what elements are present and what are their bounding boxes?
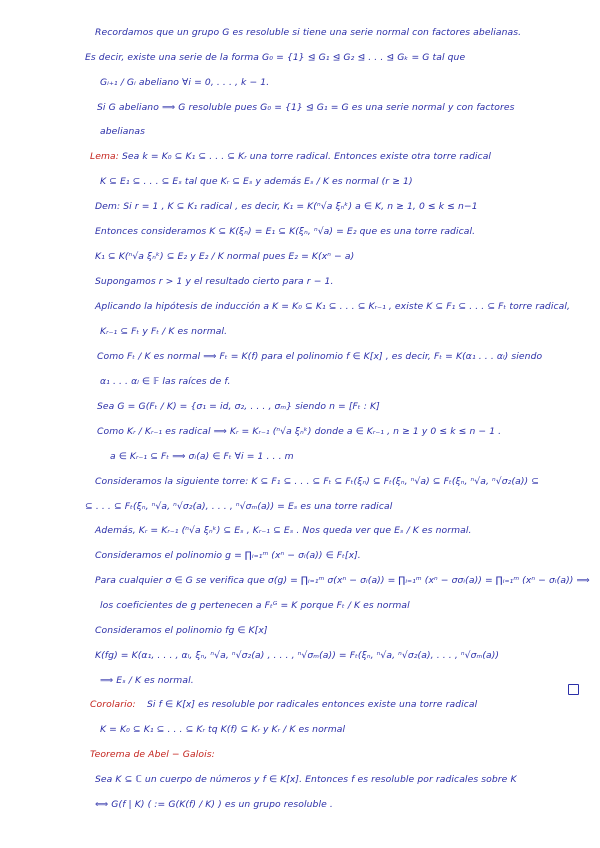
note-line-l11: Supongamos r > 1 y el resultado cierto para r − 1. <box>95 276 334 287</box>
note-line-l26: K(fg) = K(α₁, . . . , αₗ, ξₙ, ⁿ√a, ⁿ√σ₂(a) , . . . , ⁿ√σₘ(a)) = Fₜ(ξₙ, ⁿ√a, ⁿ√σ₂(a), . . . , ⁿ√σₘ(a)) <box>95 650 500 661</box>
note-line-l15: α₁ . . . αₗ ∈ 𝔽 las raíces de f. <box>100 376 231 387</box>
note-line-l25: Consideramos el polinomio fg ∈ K[x] <box>95 625 268 636</box>
note-line-l24: los coeficientes de g pertenecen a Fₜᴳ = K porque Fₜ / K es normal <box>100 600 410 611</box>
note-line-l14: Como Fₜ / K es normal ⟹ Fₜ = K(f) para el polinomio f ∈ K[x] , es decir, Fₜ = K(α₁ . . . αₗ) siendo <box>97 351 543 362</box>
note-line-l16: Sea G = G(Fₜ / K) = {σ₁ = id, σ₂, . . . , σₘ} siendo n = [Fₜ : K] <box>97 401 380 412</box>
note-line-l29: K = K₀ ⊆ K₁ ⊆ . . . ⊆ Kᵣ tq K(f) ⊆ Kᵣ y Kᵣ / K es normal <box>100 724 346 735</box>
note-line-l31: Sea K ⊆ ℂ un cuerpo de números y f ∈ K[x]. Entonces f es resoluble por radicales sobre K <box>95 774 517 785</box>
note-line-l17: Como Kᵣ / Kᵣ₋₁ es radical ⟹ Kᵣ = Kᵣ₋₁ (ⁿ√a ξₙᵏ) donde a ∈ Kᵣ₋₁ , n ≥ 1 y 0 ≤ k ≤ n − 1 . <box>97 426 502 437</box>
note-line-l21: Además, Kᵣ = Kᵣ₋₁ (ⁿ√a ξₙᵏ) ⊆ Eₛ , Kᵣ₋₁ ⊆ Eₛ . Nos queda ver que Eₛ / K es normal. <box>95 525 472 536</box>
note-line-l12: Aplicando la hipótesis de inducción a K = K₀ ⊆ K₁ ⊆ . . . ⊆ Kᵣ₋₁ , existe K ⊆ F₁ ⊆ . . . ⊆ Fₜ torre radical, <box>95 301 571 312</box>
note-line-l5: abelianas <box>100 126 145 137</box>
note-line-l27: ⟹ Eₛ / K es normal. <box>100 675 194 686</box>
note-line-l2: Es decir, existe una serie de la forma G₀ = {1} ⊴ G₁ ⊴ G₂ ⊴ . . . ⊴ Gₖ = G tal que <box>85 52 466 63</box>
note-line-l28b: Si f ∈ K[x] es resoluble por radicales entonces existe una torre radical <box>147 699 478 710</box>
note-line-l28a: Corolario: <box>90 699 136 710</box>
note-line-l20: ⊆ . . . ⊆ Fₜ(ξₙ, ⁿ√a, ⁿ√σ₂(a), . . . , ⁿ√σₘ(a)) = Eₛ es una torre radical <box>85 501 393 512</box>
note-line-l8: Dem: Si r = 1 , K ⊆ K₁ radical , es decir, K₁ = K(ⁿ√a ξₙᵏ) a ∈ K, n ≥ 1, 0 ≤ k ≤ n−1 <box>95 201 478 212</box>
note-line-l30: Teorema de Abel − Galois: <box>90 749 215 760</box>
note-line-l1: Recordamos que un grupo G es resoluble si tiene una serie normal con factores abelianas. <box>95 27 522 38</box>
note-line-l19: Consideramos la siguiente torre: K ⊆ F₁ ⊆ . . . ⊆ Fₜ ⊆ Fₜ(ξₙ) ⊆ Fₜ(ξₙ, ⁿ√a) ⊆ Fₜ(ξₙ, ⁿ√a, ⁿ√σ₂(a)) ⊆ <box>95 476 540 487</box>
note-line-l10: K₁ ⊆ K(ⁿ√a ξₙᵏ) ⊆ E₂ y E₂ / K normal pues E₂ = K(xⁿ − a) <box>95 251 355 262</box>
note-line-l9: Entonces consideramos K ⊆ K(ξₙ) = E₁ ⊆ K(ξₙ, ⁿ√a) = E₂ que es una torre radical. <box>95 226 476 237</box>
note-line-l3: Gᵢ₊₁ / Gᵢ abeliano ∀i = 0, . . . , k − 1. <box>100 77 270 88</box>
note-line-l6b: Sea k = K₀ ⊆ K₁ ⊆ . . . ⊆ Kᵣ una torre radical. Entonces existe otra torre radical <box>122 151 492 162</box>
note-line-l32: ⟺ G(f | K) ( := G(K(f) / K) ) es un grupo resoluble . <box>95 799 333 810</box>
note-line-l6a: Lema: <box>90 151 119 162</box>
note-line-l7: K ⊆ E₁ ⊆ . . . ⊆ Eₛ tal que Kᵣ ⊆ Eₛ y además Eₛ / K es normal (r ≥ 1) <box>100 176 413 187</box>
note-line-l23: Para cualquier σ ∈ G se verifica que σ(g) = ∏ᵢ₌₁ᵐ σ(xⁿ − σᵢ(a)) = ∏ᵢ₌₁ᵐ (xⁿ − σσᵢ(a)) = ∏ᵢ₌₁ᵐ (xⁿ − σᵢ(a)) ⟹ <box>95 575 590 586</box>
note-line-l18: a ∈ Kᵣ₋₁ ⊆ Fₜ ⟹ σᵢ(a) ∈ Fₜ ∀i = 1 . . . m <box>110 451 294 462</box>
note-line-l13: Kᵣ₋₁ ⊆ Fₜ y Fₜ / K es normal. <box>100 326 228 337</box>
note-line-l4: Si G abeliano ⟹ G resoluble pues G₀ = {1} ⊴ G₁ = G es una serie normal y con factores <box>97 102 515 113</box>
note-line-l22: Consideramos el polinomio g = ∏ᵢ₌₁ᵐ (xⁿ − σᵢ(a)) ∈ Fₜ[x]. <box>95 550 361 561</box>
